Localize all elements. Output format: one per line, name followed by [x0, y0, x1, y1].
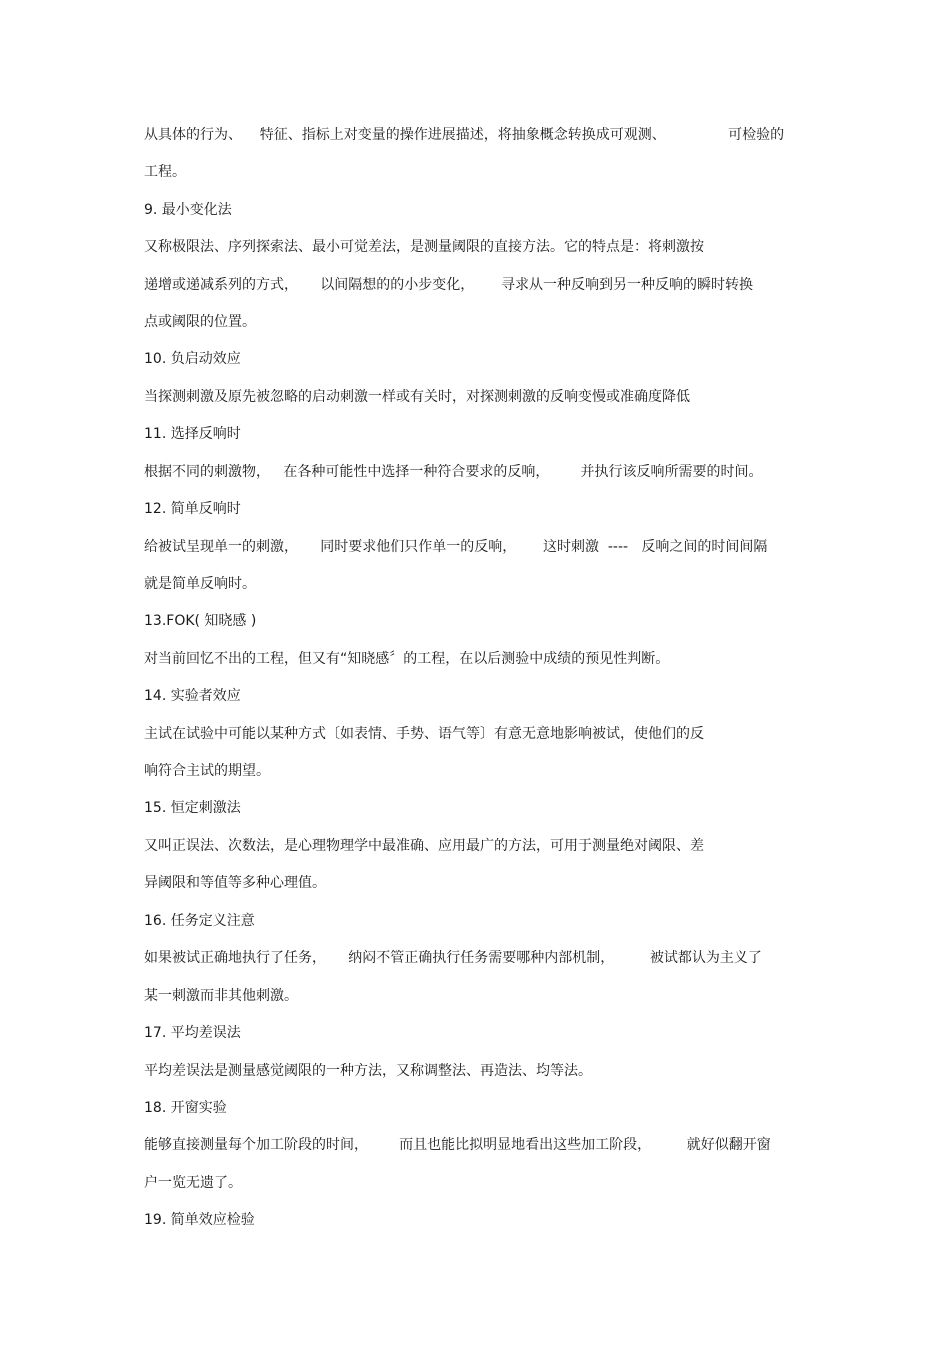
- section-heading: 15. 恒定刺激法: [144, 800, 241, 816]
- section-heading: 12. 简单反响时: [144, 501, 241, 517]
- section-heading: 11. 选择反响时: [144, 426, 241, 442]
- section-heading: 9. 最小变化法: [144, 202, 232, 218]
- section-heading: 13.FOK( 知晓感 ): [144, 613, 257, 629]
- text-line: 对当前回忆不出的工程，但又有“知晓感〞的工程，在以后测验中成绩的预见性判断。: [144, 651, 670, 667]
- text-line: 当探测刺激及原先被忽略的启动刺激一样或有关时，对探测刺激的反响变慢或准确度降低: [144, 389, 690, 405]
- text-line: 点或阈限的位置。: [144, 314, 256, 330]
- text-line: 主试在试验中可能以某种方式〔如表情、手势、语气等〕有意无意地影响被试，使他们的反: [144, 726, 704, 742]
- section-heading: 17. 平均差误法: [144, 1025, 241, 1041]
- text-line: 从具体的行为、 特征、指标上对变量的操作进展描述，将抽象概念转换成可观测、 可检验的: [144, 127, 785, 143]
- section-heading: 10. 负启动效应: [144, 351, 241, 367]
- section-heading: 16. 任务定义注意: [144, 913, 255, 929]
- text-line: 户一览无遗了。: [144, 1175, 242, 1191]
- text-line: 给被试呈现单一的刺激， 同时要求他们只作单一的反响， 这时刺激 ---- 反响之间的时间间隔: [144, 539, 768, 555]
- text-line: 就是简单反响时。: [144, 576, 256, 592]
- text-line: 递增或递减系列的方式， 以间隔想的的小步变化， 寻求从一种反响到另一种反响的瞬时转换: [144, 277, 753, 293]
- text-line: 又叫正误法、次数法，是心理物理学中最准确、应用最广的方法，可用于测量绝对阈限、差: [144, 838, 704, 854]
- text-line: 某一刺激而非其他刺激。: [144, 988, 298, 1004]
- text-line: 能够直接测量每个加工阶段的时间， 而且也能比拟明显地看出这些加工阶段， 就好似翻开窗: [144, 1137, 771, 1153]
- text-line: 平均差误法是测量感觉阈限的一种方法，又称调整法、再造法、均等法。: [144, 1063, 592, 1079]
- section-heading: 14. 实验者效应: [144, 688, 241, 704]
- text-line: 响符合主试的期望。: [144, 763, 270, 779]
- text-line: 如果被试正确地执行了任务， 纳闷不管正确执行任务需要哪种内部机制， 被试都认为主义了: [144, 950, 762, 966]
- section-heading: 19. 简单效应检验: [144, 1212, 255, 1228]
- text-line: 根据不同的刺激物， 在各种可能性中选择一种符合要求的反响， 并执行该反响所需要的时间。: [144, 464, 763, 480]
- text-line: 工程。: [144, 164, 186, 180]
- section-heading: 18. 开窗实验: [144, 1100, 227, 1116]
- text-line: 异阈限和等值等多种心理值。: [144, 875, 326, 891]
- text-line: 又称极限法、序列探索法、最小可觉差法，是测量阈限的直接方法。它的特点是：将刺激按: [144, 239, 704, 255]
